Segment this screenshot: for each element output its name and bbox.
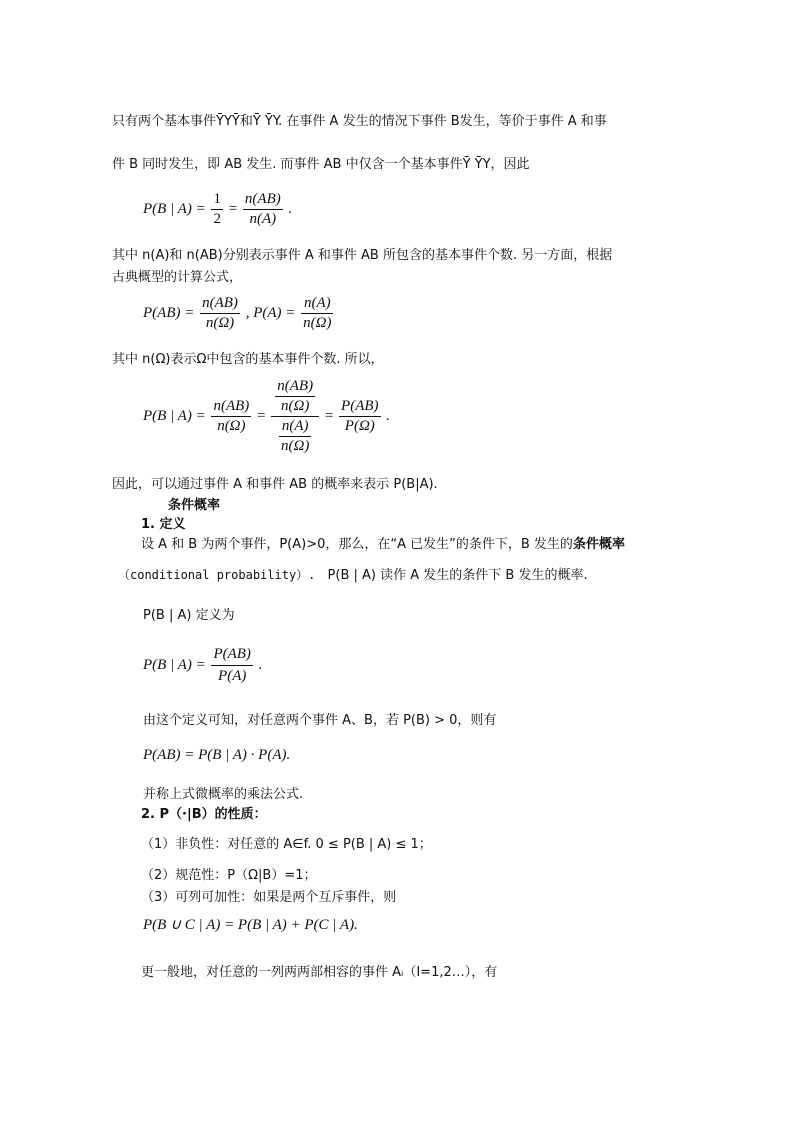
fraction-denominator: n(Ω) bbox=[217, 418, 246, 434]
fraction-numerator: n(AB) bbox=[243, 190, 283, 210]
formula-lhs: P(AB) = bbox=[143, 304, 195, 321]
fraction-denominator: n(A) bbox=[249, 211, 277, 227]
definition-lead: P(B | A) 定义为 bbox=[143, 608, 235, 623]
definition-english: （conditional probability）. bbox=[118, 568, 316, 582]
fraction-numerator: n(AB) bbox=[200, 294, 240, 314]
formula-separator: , P(A) = bbox=[245, 304, 296, 321]
text-line-3: 其中 n(A)和 n(AB)分别表示事件 A 和事件 AB 所包含的基本事件个数. 另一方面，根据 bbox=[112, 248, 613, 263]
subsection-2-title: 2. P（·|B）的性质： bbox=[141, 807, 267, 822]
subsection-1-title: 1. 定义 bbox=[141, 517, 186, 532]
fraction-numerator: n(AB) bbox=[275, 377, 315, 397]
property-nonnegativity: （1）非负性：对任意的 A∈f. 0 ≤ P(B | A) ≤ 1； bbox=[141, 837, 432, 852]
formula-period: . bbox=[288, 200, 293, 217]
fraction-denominator: 2 bbox=[213, 211, 221, 227]
formula-classical-probability bbox=[143, 294, 335, 333]
multiplication-note: 并称上式微概率的乘法公式. bbox=[143, 787, 304, 802]
definition-term: 条件概率 bbox=[572, 537, 625, 552]
multiplication-intro: 由这个定义可知，对任意两个事件 A、B，若 P(B) > 0，则有 bbox=[143, 713, 497, 728]
compound-fraction-denominator bbox=[271, 417, 319, 456]
fraction-nab-over-na bbox=[243, 190, 283, 229]
definition-text bbox=[141, 533, 625, 552]
formula-conditional-probability-definition bbox=[143, 644, 262, 687]
formula-conditional-probability-1 bbox=[143, 190, 292, 229]
fraction-denominator: n(Ω) bbox=[205, 315, 235, 331]
text-line-4: 古典概型的计算公式， bbox=[112, 270, 243, 285]
text-line-5: 其中 n(Ω)表示Ω中包含的基本事件个数. 所以， bbox=[112, 352, 384, 367]
equals-sign: = bbox=[324, 407, 334, 424]
fraction-one-half bbox=[211, 190, 223, 229]
fraction-nab-over-nomega bbox=[211, 397, 251, 436]
formula-multiplication-rule: P(AB) = P(B | A) · P(A). bbox=[143, 747, 291, 763]
definition-reading: P(B | A) 读作 A 发生的条件下 B 发生的概率. bbox=[327, 568, 588, 583]
text-line-1: 只有两个基本事件ȲYȲ和Ȳ ȲY. 在事件 A 发生的情况下事件 B发生，等价于事件 A 和事 bbox=[112, 114, 607, 129]
inner-fraction bbox=[279, 417, 311, 456]
compound-fraction bbox=[271, 377, 319, 456]
fraction-na-over-nomega bbox=[301, 294, 333, 333]
text-line-2: 件 B 同时发生，即 AB 发生. 而事件 AB 中仅含一个基本事件Ȳ ȲY，因此 bbox=[112, 157, 530, 172]
fraction-pab-over-pa bbox=[211, 644, 252, 687]
fraction-denominator: P(Ω) bbox=[344, 418, 375, 434]
fraction-pab-over-pomega bbox=[339, 397, 380, 436]
formula-lhs: P(B | A) = bbox=[143, 656, 206, 673]
formula-conditional-probability-derivation bbox=[143, 377, 390, 456]
fraction-denominator: P(A) bbox=[218, 668, 247, 684]
formula-additivity: P(B ∪ C | A) = P(B | A) + P(C | A). bbox=[143, 917, 358, 933]
formula-lhs: P(B | A) = bbox=[143, 407, 206, 424]
equals-sign: = bbox=[228, 200, 238, 217]
formula-period: . bbox=[258, 656, 263, 673]
fraction-denominator: n(Ω) bbox=[303, 315, 332, 331]
fraction-numerator: P(AB) bbox=[211, 644, 252, 666]
property-additivity: （3）可列可加性：如果是两个互斥事件，则 bbox=[141, 890, 397, 905]
fraction-denominator: n(Ω) bbox=[280, 398, 310, 414]
definition-english-line bbox=[118, 564, 588, 583]
fraction-nab-over-nomega bbox=[200, 294, 240, 333]
formula-lhs: P(B | A) = bbox=[143, 200, 206, 217]
fraction-denominator: n(Ω) bbox=[280, 438, 310, 454]
inner-fraction bbox=[275, 377, 315, 416]
fraction-numerator: n(A) bbox=[279, 417, 311, 437]
fraction-numerator: n(A) bbox=[301, 294, 333, 314]
definition-line-a: 设 A 和 B 为两个事件，P(A)>0，那么，在“A 已发生”的条件下，B 发生的 bbox=[141, 537, 573, 552]
fraction-numerator: n(AB) bbox=[211, 397, 251, 417]
formula-period: . bbox=[386, 407, 391, 424]
property-normalization: （2）规范性：P（Ω|B）=1； bbox=[141, 868, 317, 883]
compound-fraction-numerator bbox=[271, 377, 319, 417]
text-line-6: 因此，可以通过事件 A 和事件 AB 的概率来表示 P(B|A). bbox=[112, 477, 438, 492]
fraction-numerator: 1 bbox=[211, 190, 223, 210]
section-heading: 条件概率 bbox=[168, 498, 221, 513]
equals-sign: = bbox=[257, 407, 266, 424]
fraction-numerator: P(AB) bbox=[339, 397, 380, 417]
general-additivity-intro: 更一般地，对任意的一列两两部相容的事件 Aᵢ（I=1,2…），有 bbox=[141, 965, 498, 980]
